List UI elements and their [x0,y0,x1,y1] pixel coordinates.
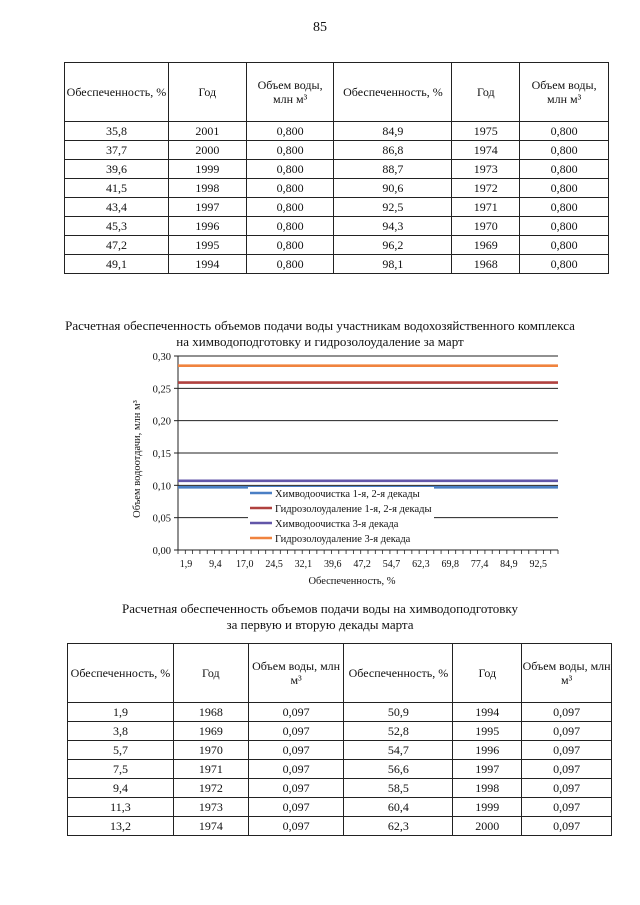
table-row [68,722,612,741]
x-tick-label: 9,4 [209,559,222,570]
table-cell: 88,7 [334,160,452,179]
table-cell: 0,800 [520,141,609,160]
table-cell: 52,8 [344,722,453,741]
table-cell: 1973 [173,798,248,817]
table-cell: 0,097 [522,798,612,817]
column-header: Объем воды, млн м³ [522,644,612,703]
table2-caption-line1: Расчетная обеспеченность объемов подачи воды на химводоподготовку [122,601,518,616]
table-cell: 0,800 [520,198,609,217]
y-tick-label: 0,00 [152,546,171,557]
table-cell: 1995 [168,236,246,255]
table-cell: 1974 [173,817,248,836]
column-header: Год [173,644,248,703]
table-cell: 1995 [453,722,522,741]
table-cell: 1970 [173,741,248,760]
column-header: Обеспеченность, % [344,644,453,703]
legend-entry: Гидрозолоудаление 1-я, 2-я декады [275,504,432,515]
x-tick-label: 69,8 [441,559,459,570]
table-cell: 50,9 [344,703,453,722]
table-cell: 0,097 [522,722,612,741]
table-row [68,760,612,779]
column-header: Обеспеченность, % [65,63,169,122]
table-row [68,798,612,817]
y-tick-label: 0,05 [152,513,171,525]
table-cell: 1997 [168,198,246,217]
table-cell: 0,800 [246,236,334,255]
table-cell: 1971 [452,198,520,217]
table-cell: 1968 [452,255,520,274]
table-header-row [68,644,612,703]
table-cell: 43,4 [65,198,169,217]
table2-caption-line2: за первую и вторую декады марта [226,617,414,632]
x-tick-label: 17,0 [235,559,254,570]
table-cell: 96,2 [334,236,452,255]
table-cell: 1,9 [68,703,174,722]
table-cell: 5,7 [68,741,174,760]
table-cell: 56,6 [344,760,453,779]
table-header-row [65,63,609,122]
table-cell: 1970 [452,217,520,236]
table-cell: 62,3 [344,817,453,836]
table-cell: 94,3 [334,217,452,236]
table-cell: 0,097 [248,817,344,836]
table-cell: 1971 [173,760,248,779]
table-row [65,236,609,255]
column-header: Год [453,644,522,703]
table-cell: 0,097 [248,760,344,779]
table-cell: 0,800 [246,198,334,217]
table-row [68,779,612,798]
table-cell: 1996 [453,741,522,760]
x-tick-label: 39,6 [324,559,342,570]
table2-caption [0,601,640,633]
table-cell: 98,1 [334,255,452,274]
y-tick-label: 0,30 [152,352,171,363]
table-cell: 0,800 [520,217,609,236]
x-tick-label: 84,9 [500,559,518,570]
table-cell: 0,097 [522,741,612,760]
table-cell: 1998 [453,779,522,798]
table-cell: 3,8 [68,722,174,741]
y-axis-label: Объем водоотдачи, млн м³ [132,400,143,518]
table-cell: 2000 [168,141,246,160]
table-cell: 0,800 [246,217,334,236]
table-cell: 1972 [452,179,520,198]
table-cell: 0,097 [248,798,344,817]
legend-entry: Химводоочистка 3-я декада [275,519,399,530]
table-row [65,255,609,274]
table-cell: 1997 [453,760,522,779]
table-cell: 2000 [453,817,522,836]
y-tick-label: 0,25 [152,384,171,396]
x-axis-label: Обеспеченность, % [308,576,396,586]
table-cell: 1972 [173,779,248,798]
x-tick-label: 54,7 [382,559,401,570]
table-top [64,62,609,274]
table-row [65,217,609,236]
table-cell: 0,800 [520,179,609,198]
column-header: Объем воды, млн м³ [248,644,344,703]
table-cell: 39,6 [65,160,169,179]
table-row [68,817,612,836]
x-tick-label: 1,9 [179,559,193,570]
page-number: 85 [313,20,327,35]
table-cell: 0,800 [246,179,334,198]
table-cell: 0,800 [520,160,609,179]
table-cell: 0,097 [248,741,344,760]
legend-entry: Химводоочистка 1-я, 2-я декады [275,489,420,500]
x-tick-label: 47,2 [353,559,371,570]
table-cell: 58,5 [344,779,453,798]
table-cell: 0,800 [246,122,334,141]
y-tick-label: 0,10 [152,481,171,493]
table-cell: 0,097 [248,703,344,722]
table-cell: 0,097 [248,722,344,741]
x-tick-label: 62,3 [412,559,430,570]
table-row [68,741,612,760]
table-cell: 86,8 [334,141,452,160]
table-cell: 1994 [453,703,522,722]
table-cell: 1969 [452,236,520,255]
x-tick-label: 92,5 [529,559,548,570]
table-row [65,198,609,217]
table-cell: 1974 [452,141,520,160]
column-header: Объем воды, млн м³ [520,63,609,122]
table-cell: 1999 [453,798,522,817]
table-cell: 0,800 [246,141,334,160]
table-cell: 37,7 [65,141,169,160]
table-cell: 1999 [168,160,246,179]
table-cell: 1975 [452,122,520,141]
legend-entry: Гидрозолоудаление 3-я декада [275,534,411,545]
table-cell: 92,5 [334,198,452,217]
table-cell: 0,097 [522,817,612,836]
table-cell: 1969 [173,722,248,741]
table-cell: 0,800 [520,122,609,141]
table-cell: 47,2 [65,236,169,255]
table-cell: 9,4 [68,779,174,798]
table-cell: 1996 [168,217,246,236]
table-cell: 0,097 [522,779,612,798]
y-tick-label: 0,20 [152,416,171,428]
x-tick-label: 32,1 [294,559,313,570]
table-cell: 90,6 [334,179,452,198]
table-cell: 1968 [173,703,248,722]
table-cell: 45,3 [65,217,169,236]
table-cell: 13,2 [68,817,174,836]
table-cell: 84,9 [334,122,452,141]
table-cell: 0,800 [246,160,334,179]
chart [120,348,575,586]
table-row [65,122,609,141]
table-cell: 0,800 [246,255,334,274]
table-cell: 1973 [452,160,520,179]
table-cell: 0,097 [248,779,344,798]
table-cell: 35,8 [65,122,169,141]
table-cell: 1998 [168,179,246,198]
column-header: Обеспеченность, % [68,644,174,703]
x-tick-label: 77,4 [470,559,489,570]
column-header: Год [452,63,520,122]
table-cell: 41,5 [65,179,169,198]
table-cell: 49,1 [65,255,169,274]
table-cell: 60,4 [344,798,453,817]
table-cell: 1994 [168,255,246,274]
table-cell: 54,7 [344,741,453,760]
table-row [65,160,609,179]
column-header: Обеспеченность, % [334,63,452,122]
table-bottom [67,643,612,836]
table-cell: 0,800 [520,236,609,255]
chart-caption-line2: на химводоподготовку и гидрозолоудаление за март [176,334,464,349]
table-row [65,179,609,198]
column-header: Объем воды, млн м³ [246,63,334,122]
chart-caption-line1: Расчетная обеспеченность объемов подачи воды участникам водохозяйственного комплекса [65,318,575,333]
x-tick-label: 24,5 [265,559,283,570]
chart-caption [0,318,640,350]
column-header: Год [168,63,246,122]
table-row [65,141,609,160]
table-cell: 0,800 [520,255,609,274]
table-cell: 0,097 [522,760,612,779]
table-cell: 0,097 [522,703,612,722]
y-tick-label: 0,15 [152,449,171,460]
table-cell: 7,5 [68,760,174,779]
table-row [68,703,612,722]
table-cell: 11,3 [68,798,174,817]
table-cell: 2001 [168,122,246,141]
